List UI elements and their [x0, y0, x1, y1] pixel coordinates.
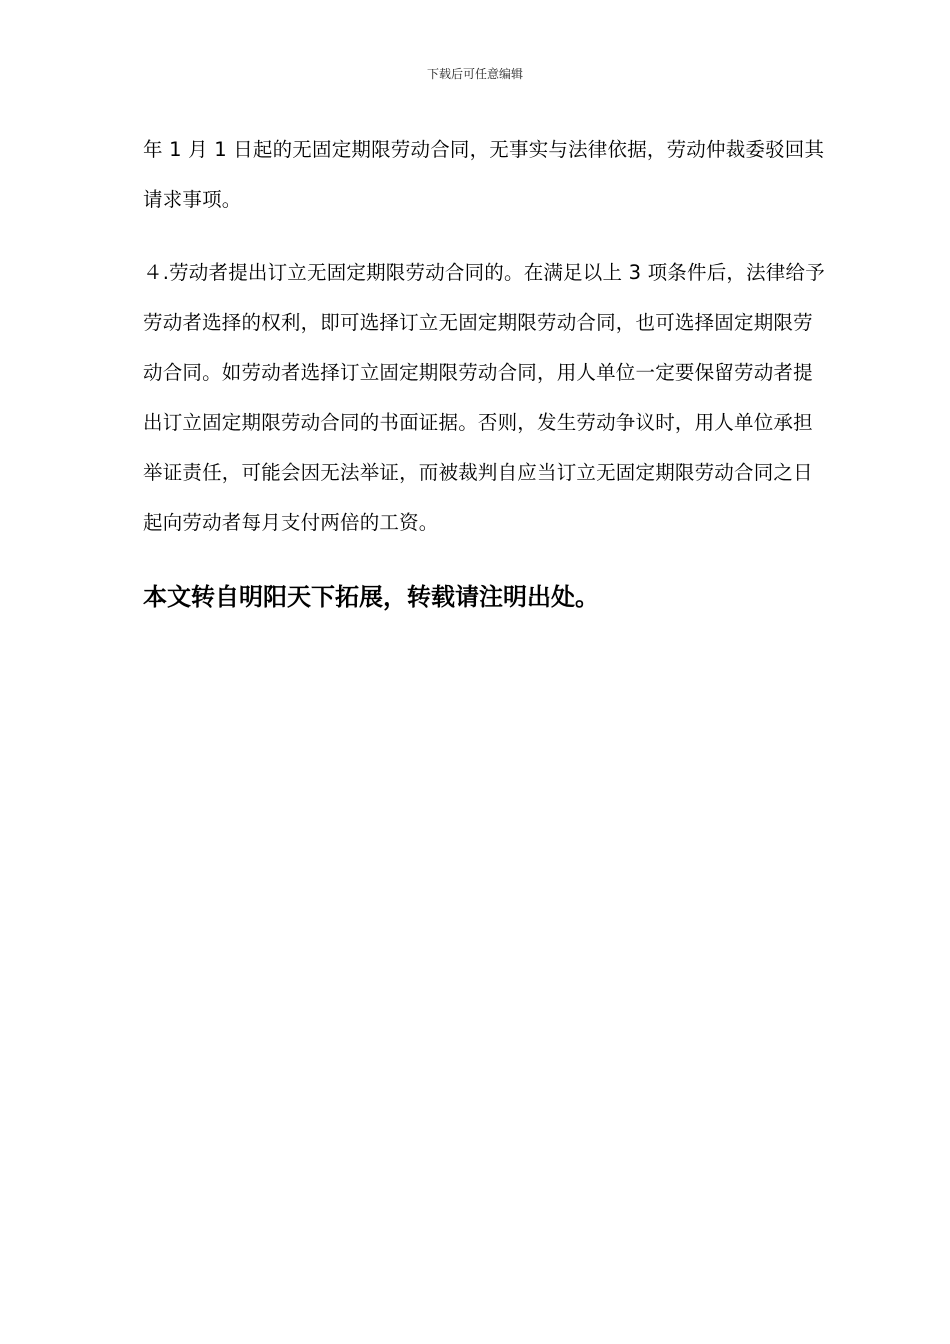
- paragraph-line: 起向劳动者每月支付两倍的工资。: [143, 511, 439, 534]
- paragraph-line: 出订立固定期限劳动合同的书面证据。否则，发生劳动争议时，用人单位承担: [143, 411, 813, 434]
- paragraph-line: 动合同。如劳动者选择订立固定期限劳动合同，用人单位一定要保留劳动者提: [143, 361, 813, 384]
- paragraph-line: ４.劳动者提出订立无固定期限劳动合同的。在满足以上 3 项条件后，法律给予: [143, 261, 825, 284]
- paragraph-line: 请求事项。: [143, 188, 242, 211]
- source-note: 本文转自明阳天下拓展，转载请注明出处。: [143, 583, 599, 611]
- page-header: 下载后可任意编辑: [426, 67, 523, 81]
- paragraph-line: 劳动者选择的权利，即可选择订立无固定期限劳动合同，也可选择固定期限劳: [143, 311, 813, 334]
- paragraph-line: 举证责任，可能会因无法举证，而被裁判自应当订立无固定期限劳动合同之日: [143, 461, 813, 484]
- paragraph-line: 年 1 月 1 日起的无固定期限劳动合同，无事实与法律依据，劳动仲裁委驳回其: [143, 138, 825, 161]
